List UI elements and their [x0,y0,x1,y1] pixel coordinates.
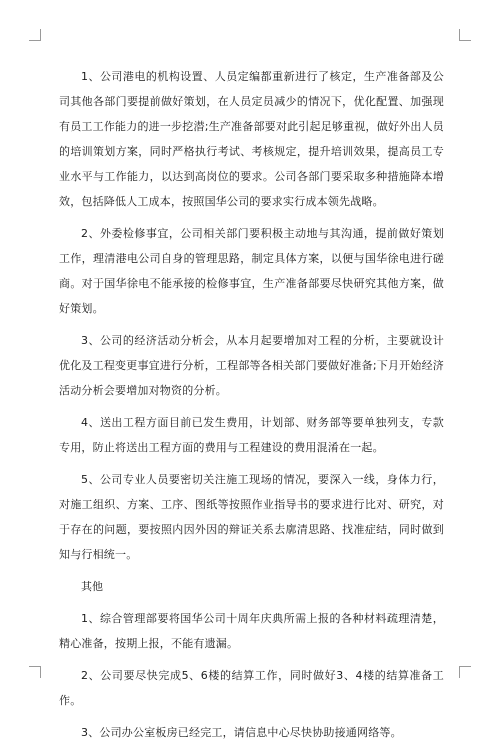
page-corner-mark-bottom-right [459,666,471,678]
other-item-2: 2、公司要尽快完成5、6楼的结算工作，同时做好3、4楼的结算准备工作。 [59,669,444,707]
section-title-other: 其他 [81,580,103,593]
other-item-3: 3、公司办公室板房已经完工，请信息中心尽快协助接通网络等。 [81,726,402,739]
paragraph-3: 3、公司的经济活动分析会，从本月起要增加对工程的分析，主要就设计优化及工程变更事宜进行分析，工程部等各相关部门要做好准备;下月开始经济活动分析会要增加对物资的分析。 [59,334,444,397]
paragraph-4: 4、送出工程方面目前已发生费用，计划部、财务部等要单独列支，专款专用，防止将送出工程方面的费用与工程建设的费用混淆在一起。 [59,416,444,454]
page-corner-mark-bottom-left [29,666,41,678]
document-body [59,64,444,752]
other-item-1: 1、综合管理部要将国华公司十周年庆典所需上报的各种材料疏理清楚，精心准备，按期上报，不能有遗漏。 [59,612,444,650]
paragraph-2: 2、外委检修事宜，公司相关部门要积极主动地与其沟通，提前做好策划工作，理清港电公司自身的管理思路，制定具体方案，以便与国华徐电进行磋商。对于国华徐电不能承接的检修事宜，生产准备部要尽快研究其他方案，做好策划。 [59,227,444,315]
page-corner-mark-top-right [459,29,471,41]
paragraph-5: 5、公司专业人员要密切关注施工现场的情况，要深入一线，身体力行，对施工组织、方案、工序、图纸等按照作业指导书的要求进行比对、研究，对于存在的问题，要按照内因外因的辩证关系去廓清思路、找准症结，同时做到知与行相统一。 [59,473,444,561]
paragraph-1: 1、公司港电的机构设置、人员定编都重新进行了核定，生产准备部及公司其他各部门要提前做好策划，在人员定员减少的情况下，优化配置、加强现有员工工作能力的进一步挖潜;生产准备部要对此引起足够重视，做好外出人员的培训策划方案，同时严格执行考试、考核规定，提升培训效果，提高员工专业水平与工作能力，以达到高岗位的要求。公司各部门要采取多种措施降本增效，包括降低人工成本，按照国华公司的要求实行成本领先战略。 [59,70,444,208]
page-corner-mark-top-left [29,29,41,41]
